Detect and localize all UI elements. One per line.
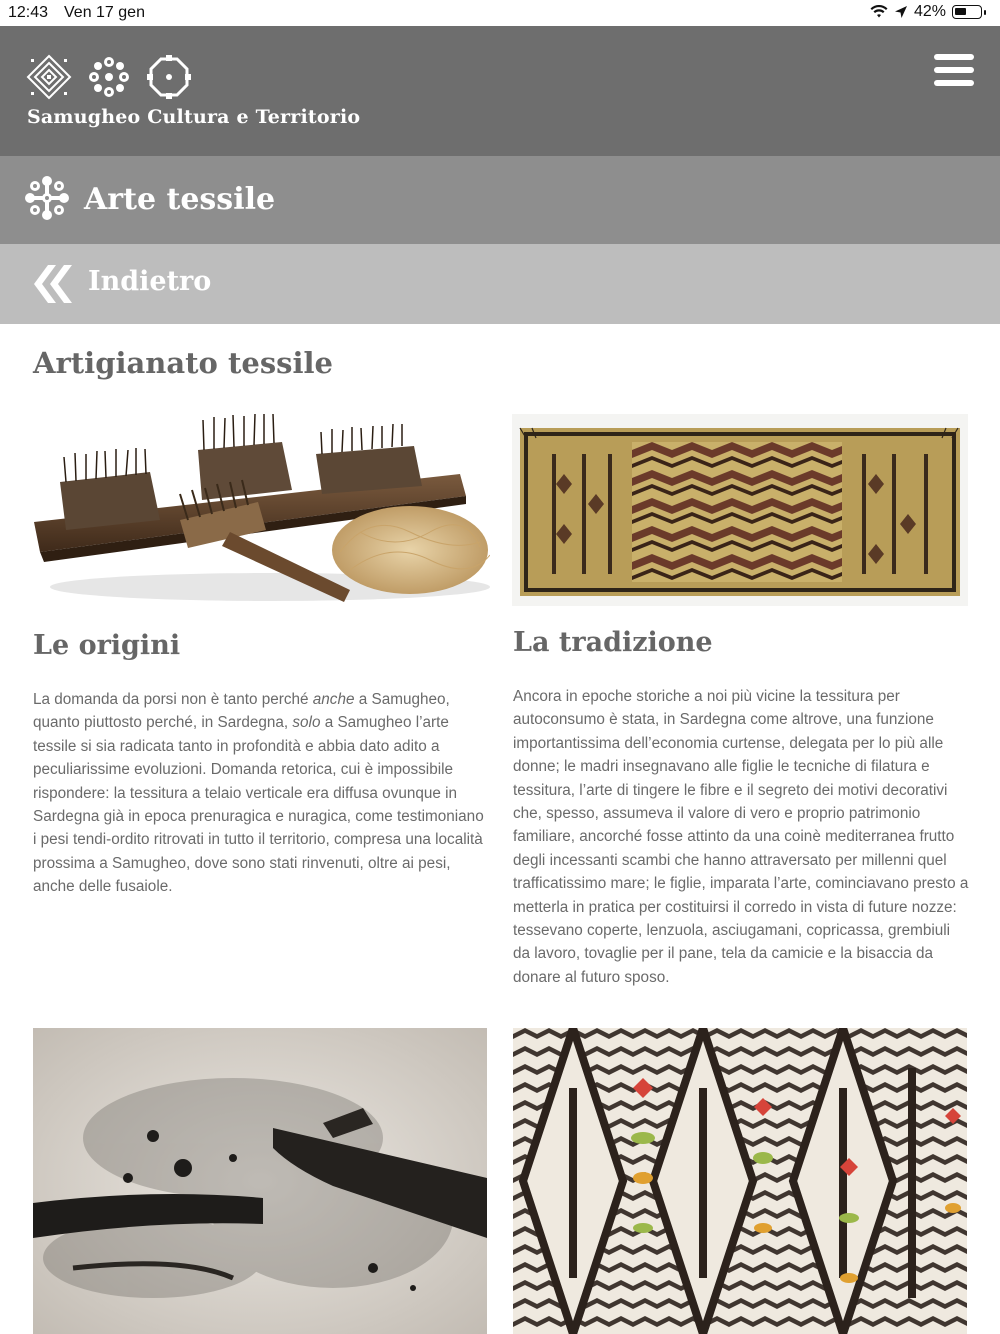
page-title: Artigianato tessile — [33, 346, 333, 380]
hamburger-menu-icon-line — [934, 80, 974, 86]
status-indicators — [870, 3, 986, 21]
site-name[interactable]: Samugheo Cultura e Territorio — [27, 106, 361, 128]
woven-textile-detail-image — [513, 1028, 967, 1334]
text-segment: a Samugheo, quanto piuttosto perché, in Sardegna, — [33, 691, 450, 732]
paragraph-le-origini — [33, 688, 491, 899]
ring-pattern-logo-icon — [146, 54, 192, 100]
battery-tip — [984, 10, 986, 15]
double-chevron-left-icon — [30, 262, 76, 306]
section-bar — [0, 156, 1000, 244]
battery-icon — [952, 5, 982, 19]
status-date: Ven 17 gen — [64, 4, 145, 21]
flower-pattern-logo-icon — [86, 54, 132, 100]
site-header — [0, 26, 1000, 156]
ink-brush-artwork-image — [33, 1028, 487, 1334]
traditional-rug-image — [512, 414, 968, 606]
battery-percent: 42% — [913, 3, 946, 20]
back-button[interactable] — [0, 244, 1000, 324]
hamburger-menu-icon-line — [934, 67, 974, 73]
logo[interactable] — [26, 54, 192, 100]
section-title: Arte tessile — [84, 182, 276, 217]
status-bar — [0, 0, 1000, 26]
hamburger-menu-button[interactable] — [934, 54, 974, 88]
heading-le-origini: Le origini — [33, 630, 181, 661]
paragraph-la-tradizione: Ancora in epoche storiche a noi più vicine la tessitura per autoconsumo è stata, in Sardegna come altrove, una funzione importantissima dell’economia curtense, delegata per lo più alle donne; le madri insegnavano alle figlie le tecniche di filatura e tessitura, l’arte di tingere le fibre e il segreto dei motivi decorativi che, spesso, assumeva il valore di vero e proprio patrimonio familiare, ancorché fosse attinto da una coinè mediterranea frutto degli incessanti scambi che hanno attraversato per millenni quel trafficatissimo mare; le figlie, imparata l’arte, cominciavano presto a metterla in pratica per costituirsi il corredo in vista di future nozze: tessevano coperte, lenzuola, asciugamani, copricassa, grembiuli da lavoro, tovaglie per il pane, tela da camicie e la bisaccia da donare al futuro sposo. — [513, 688, 969, 986]
diamond-pattern-logo-icon — [26, 54, 72, 100]
back-label: Indietro — [88, 266, 212, 297]
text-emphasis-anche: anche — [312, 691, 355, 708]
text-segment: a Samugheo l’arte tessile si sia radicata tanto in profondità e abbia dato adito a peculiarissime evoluzioni. Domanda retorica, cui è impossibile rispondere: la tessitura a telaio verticale era diffusa ovunque in Sardegna già in epoca prenuragica e nuragica, come testimoniano i pesi tendi-ordito ritrovati in tutto il territorio, compresa una località prossima a Samugheo, dove sono stati rinvenuti, oltre ai pesi, anche delle fusaiole. — [33, 714, 484, 896]
hamburger-menu-icon — [934, 54, 974, 60]
location-arrow-icon — [894, 5, 908, 19]
wifi-icon — [870, 5, 888, 19]
carding-tools-image — [30, 412, 490, 612]
text-emphasis-solo: solo — [292, 714, 321, 732]
snowflake-ornament-icon — [24, 175, 70, 221]
heading-la-tradizione: La tradizione — [513, 627, 713, 658]
text-segment: La domanda da porsi non è tanto perché — [33, 691, 313, 708]
status-time: 12:43 — [8, 4, 49, 21]
